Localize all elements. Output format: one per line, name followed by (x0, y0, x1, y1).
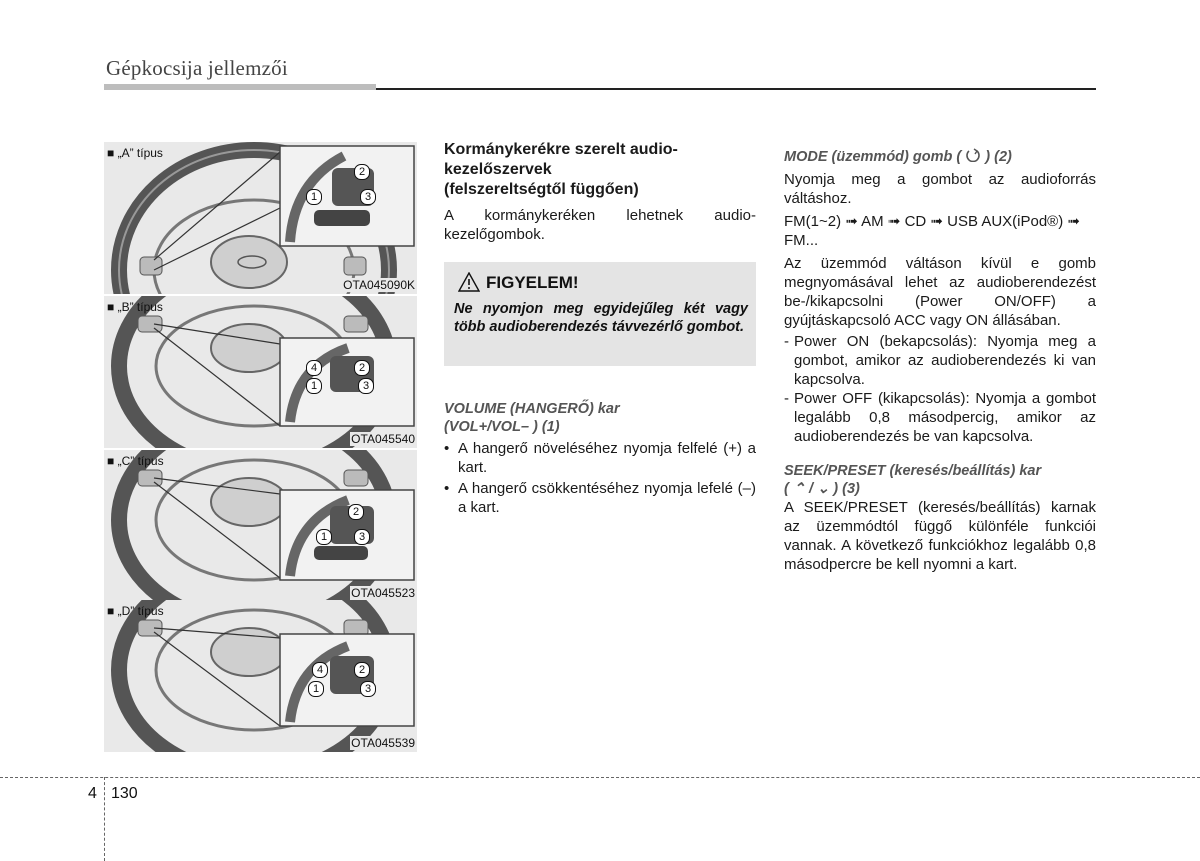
callout-3: 3 (354, 527, 370, 545)
paragraph: A SEEK/PRESET (keresés/beállítás) karnak az üzemmódtól függő különféle funkciói vannak. A következő funkciókhoz legalább 0,8 másodpercre be kell nyomni a kart. (784, 499, 1096, 573)
mode-sequence: FM(1~2) ➟ AM ➟ CD ➟ USB AUX(iPod®) ➟ FM... (784, 213, 1080, 249)
paragraph: Az üzemmód váltáson kívül e gomb megnyomásával lehet az audioberendezést be-/kikapcsolni (Power ON/OFF) a gyújtáskapcsoló ACC vagy ON állásában. (784, 255, 1096, 329)
paragraph: Nyomja meg a gombot az audioforrás váltáshoz. (784, 171, 1096, 207)
callout-2: 2 (354, 660, 370, 678)
header-rule-thick (104, 84, 376, 90)
callout-1: 1 (306, 376, 322, 394)
figure-panel-d (104, 600, 417, 752)
intro-paragraph: A kormánykeréken lehetnek audio-kezelőgombok. (444, 207, 756, 243)
callout-3: 3 (360, 187, 376, 205)
bullet-icon: • (444, 440, 450, 457)
mode-heading-text: ) (2) (985, 149, 1012, 165)
callout-3: 3 (358, 376, 374, 394)
figure-code: OTA045539 (351, 736, 415, 750)
volume-heading: (VOL+/VOL– ) (1) (444, 419, 560, 435)
mode-heading (784, 148, 1096, 166)
figure-label: ■ „D” típus (107, 604, 164, 618)
callout-1: 1 (306, 187, 322, 205)
figure-label: ■ „A” típus (107, 146, 163, 160)
seek-heading: SEEK/PRESET (keresés/beállítás) kar (784, 463, 1042, 479)
list-item-text: Power ON (bekapcsolás): Nyomja meg a gombot, amikor az audioberendezés ki van kapcsolva. (794, 333, 1096, 388)
list-item: - Power OFF (kikapcsolás): Nyomja a gombot legalább 0,8 másodpercig, amikor az audioberendezés be van kapcsolva. (784, 390, 1096, 445)
list-item-text: A hangerő növeléséhez nyomja felfelé (+) a kart. (458, 440, 756, 476)
steering-wheel-illustration (104, 450, 417, 602)
callout-3: 3 (360, 679, 376, 697)
middle-column (444, 140, 756, 244)
list-item: - Power ON (bekapcsolás): Nyomja meg a gombot, amikor az audioberendezés ki van kapcsolva. (784, 333, 1096, 388)
steering-wheel-illustration (104, 296, 417, 448)
figure-panel-c (104, 450, 417, 602)
list-item-text: Power OFF (kikapcsolás): Nyomja a gombot legalább 0,8 másodpercig, amikor az audioberendezés be van kapcsolva. (794, 390, 1096, 445)
list-item-text: A hangerő csökkentéséhez nyomja lefelé (–) a kart. (458, 480, 756, 516)
figure-code: OTA045540 (351, 432, 415, 446)
footer-rule (0, 777, 1200, 778)
figure-code: OTA045090K (343, 278, 415, 292)
warning-title: FIGYELEM! (486, 273, 579, 292)
callout-2: 2 (354, 358, 370, 376)
warning-box (444, 262, 756, 366)
figure-label: ■ „C” típus (107, 454, 164, 468)
section-heading: (felszereltségtől függően) (444, 181, 639, 198)
list-item (444, 479, 756, 517)
figure-code: OTA045523 (351, 586, 415, 600)
bullet-icon: • (444, 480, 450, 497)
figure-panel-b (104, 296, 417, 448)
volume-heading: VOLUME (HANGERŐ) kar (444, 401, 620, 417)
callout-1: 1 (316, 527, 332, 545)
callout-4: 4 (312, 660, 328, 678)
running-header: Gépkocsija jellemzői (106, 56, 288, 80)
seek-heading: ( ⌃ / ⌄ ) (3) (784, 481, 860, 497)
header-rule-thin (376, 88, 1096, 90)
callout-1: 1 (308, 679, 324, 697)
steering-wheel-illustration (104, 600, 417, 752)
volume-section (444, 400, 756, 517)
page-number: 130 (111, 785, 138, 802)
section-heading: kezelőszervek (444, 161, 552, 178)
warning-triangle-icon (458, 272, 480, 292)
mode-heading-text: MODE (üzemmód) gomb ( (784, 149, 962, 165)
warning-text: Ne nyomjon meg egyidejűleg két vagy több audioberendezés távvezérlő gombot. (454, 301, 748, 335)
figure-panel-a (104, 142, 417, 294)
callout-4: 4 (306, 358, 322, 376)
callout-2: 2 (348, 502, 364, 520)
section-heading: Kormánykerékre szerelt audio- (444, 141, 678, 158)
chapter-number: 4 (88, 785, 97, 802)
right-column (784, 148, 1096, 574)
steering-wheel-illustration (104, 142, 417, 294)
footer-vertical-rule (104, 777, 105, 861)
callout-2: 2 (354, 162, 370, 180)
figure-label: ■ „B” típus (107, 300, 163, 314)
list-item (444, 439, 756, 477)
mode-circle-arrow-icon (965, 148, 981, 162)
